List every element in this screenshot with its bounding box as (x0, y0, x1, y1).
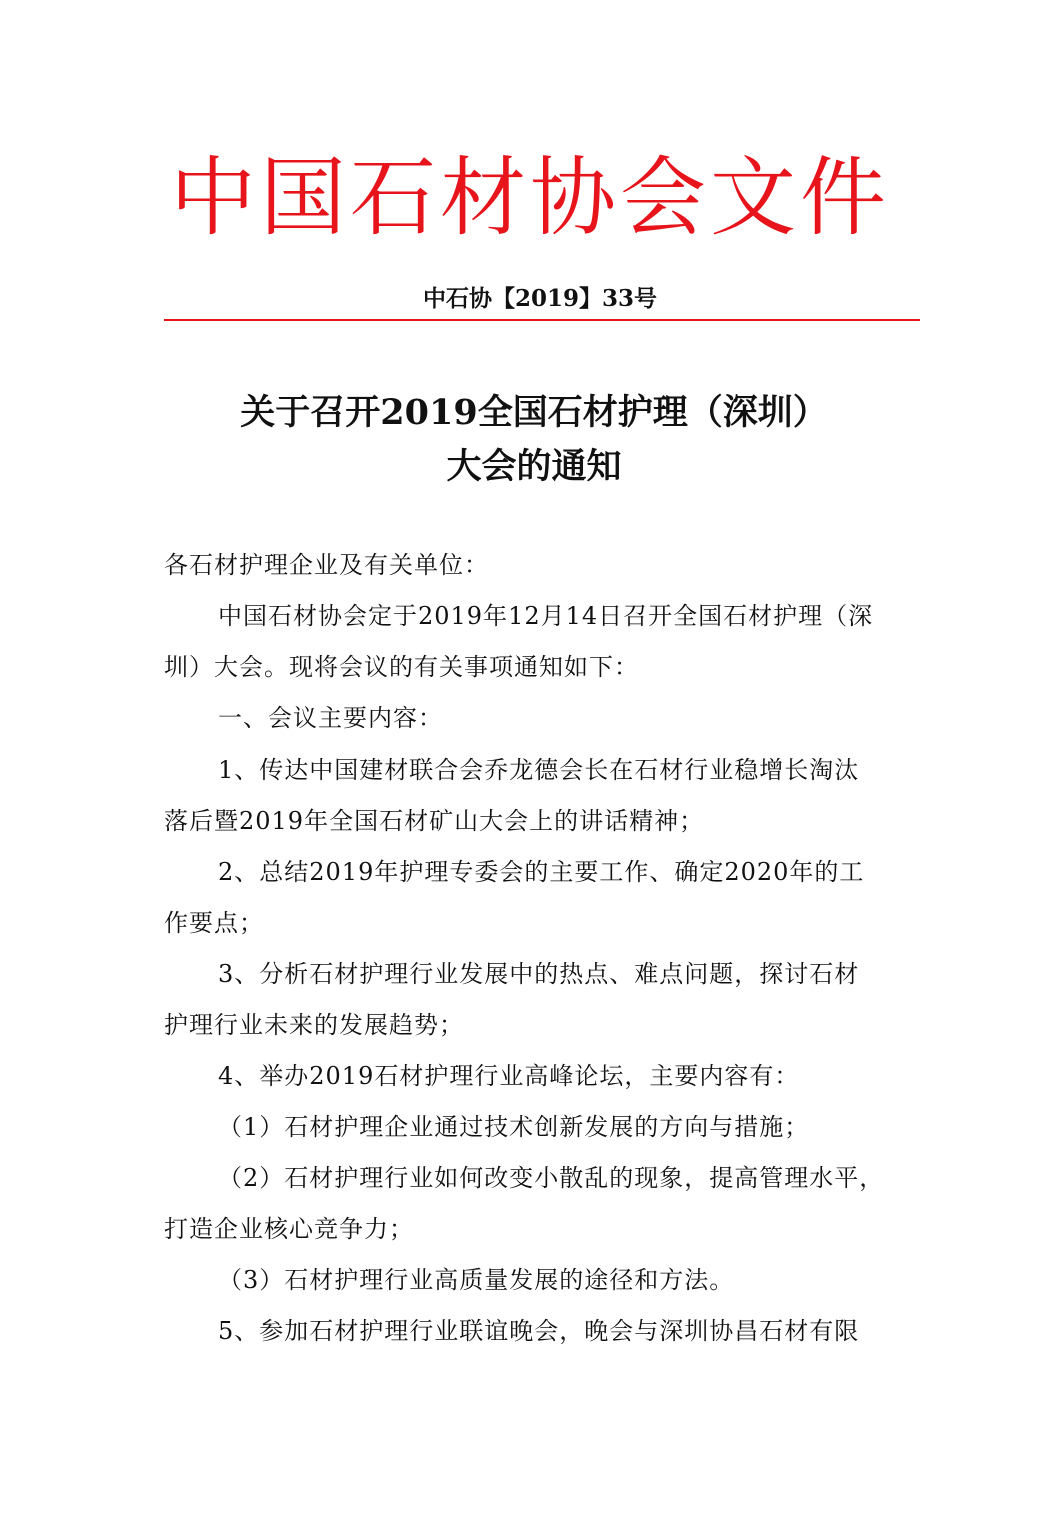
body-line: 中国石材协会定于2019年12月14日召开全国石材护理（深 (218, 602, 874, 630)
body-line: 作要点； (164, 909, 264, 937)
body-line: 护理行业未来的发展趋势； (164, 1011, 464, 1039)
body-line: （2）石材护理行业如何改变小散乱的现象，提高管理水平， (218, 1164, 885, 1192)
notice-title-line-1: 关于召开2019全国石材护理（深圳） (240, 392, 828, 433)
section-heading: 一、会议主要内容： (218, 704, 443, 732)
organization-header: 中国石材协会文件 (170, 148, 890, 248)
body-line: 5、参加石材护理行业联谊晚会，晚会与深圳协昌石材有限 (218, 1317, 860, 1345)
body-line: 3、分析石材护理行业发展中的热点、难点问题，探讨石材 (218, 960, 860, 988)
body-line: 2、总结2019年护理专委会的主要工作、确定2020年的工 (218, 858, 865, 886)
body-line: 圳）大会。现将会议的有关事项通知如下： (164, 653, 639, 681)
document-number: 中石协【2019】33号 (422, 285, 658, 312)
notice-title-line-2: 大会的通知 (446, 446, 622, 487)
body-line: 落后暨2019年全国石材矿山大会上的讲话精神； (164, 807, 705, 835)
body-line: （3）石材护理行业高质量发展的途径和方法。 (218, 1266, 735, 1294)
body-line: 4、举办2019石材护理行业高峰论坛，主要内容有： (218, 1062, 800, 1090)
body-line: 打造企业核心竞争力； (164, 1215, 414, 1243)
red-divider-line (164, 319, 920, 321)
body-line: 1、传达中国建材联合会乔龙德会长在石材行业稳增长淘汰 (218, 756, 860, 784)
salutation: 各石材护理企业及有关单位： (164, 551, 489, 579)
body-line: （1）石材护理企业通过技术创新发展的方向与措施； (218, 1113, 810, 1141)
